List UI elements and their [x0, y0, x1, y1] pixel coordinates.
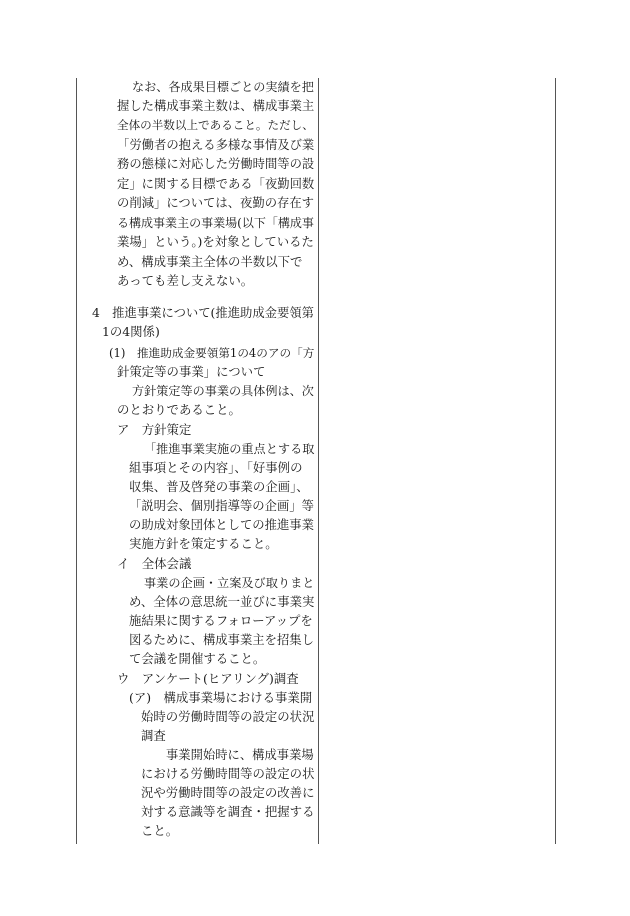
text-line: 調査: [141, 728, 166, 743]
text-line: 握した構成事業主数は、構成事業主: [117, 99, 315, 113]
text-line: 全体の半数以上であること。ただし、: [117, 118, 314, 132]
text-line: 業場」という。)を対象としているた: [117, 234, 314, 249]
text-line: における労働時間等の設定の状: [141, 766, 315, 781]
text-line: 「労働者の抱える多様な事情及び業: [117, 138, 315, 152]
text-line: の助成対象団体としての推進事業: [129, 518, 314, 532]
text-line: 始時の労働時間等の設定の状況: [141, 709, 315, 724]
text-line: なお、各成果目標ごとの実績を把: [132, 80, 314, 94]
text-line: 針策定等の事業」について: [117, 364, 266, 379]
item-heading: ウ アンケート(ヒアリング)調査: [117, 671, 299, 686]
text-line: 組事項とその内容」、「好事例の: [129, 460, 303, 475]
text-line: め、構成事業主全体の半数以下で: [117, 254, 303, 269]
text-line: 「推進事業実施の重点とする取: [144, 442, 315, 456]
text-line: め、全体の意思統一並びに事業実: [129, 594, 315, 609]
text-line: の削減」については、夜勤の存在す: [117, 196, 315, 210]
text-line: 収集、普及啓発の事業の企画」、: [129, 479, 309, 494]
text-line: 「説明会、個別指導等の企画」等: [129, 499, 314, 513]
item-heading: ア 方針策定: [117, 422, 192, 437]
text-line: 定」に関する目標である「夜勤回数: [117, 177, 315, 191]
text-line: 実施方針を策定すること。: [129, 536, 278, 551]
text-line: 図るために、構成事業主を招集し: [129, 633, 314, 647]
text-line: 方針策定等の事業の具体例は、次: [132, 384, 314, 398]
text-line: 対する意識等を調査・把握する: [141, 804, 315, 819]
sub-item-heading: (ア) 構成事業場における事業開: [129, 690, 313, 705]
text-line: のとおりであること。: [117, 402, 241, 417]
text-line: 況や労働時間等の設定の改善に: [141, 785, 315, 800]
text-line: 施結果に関するフォローアップを: [129, 613, 313, 628]
table-border-left: [76, 78, 77, 844]
item-heading: イ 全体会議: [117, 556, 192, 571]
section-heading: 4 推進事業について(推進助成金要領第: [92, 306, 314, 320]
table-border-right: [555, 78, 556, 844]
text-line: 事業の企画・立案及び取りまと: [144, 576, 315, 590]
text-line: あっても差し支えない。: [117, 273, 254, 288]
subsection-heading: (1) 推進助成金要領第1の4のアの「方: [109, 346, 315, 360]
text-line: こと。: [141, 823, 179, 838]
text-line: 1の4関係): [102, 324, 160, 339]
text-line: 務の態様に対応した労働時間等の設: [117, 157, 315, 171]
text-line: る構成事業主の事業場(以下「構成事: [117, 216, 314, 230]
table-border-middle: [318, 78, 319, 844]
text-line: 事業開始時に、構成事業場: [166, 748, 314, 762]
text-line: て会議を開催すること。: [129, 651, 266, 666]
